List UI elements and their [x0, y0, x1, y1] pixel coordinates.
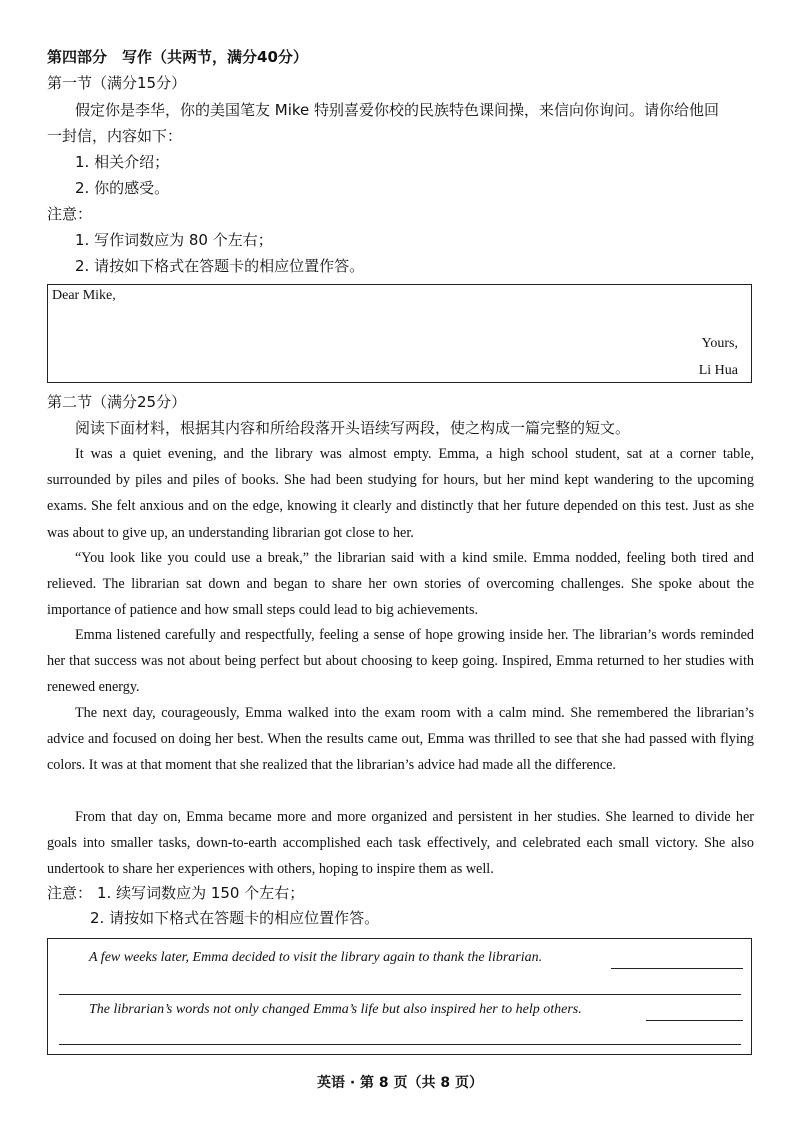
answer-blank-1[interactable] — [611, 968, 743, 969]
story-paragraph-1: It was a quiet evening, and the library was almost empty. Emma, a high school student, sat at a corner table, surrounded by piles and piles of books. She had been studying for hours, but her mind kept wandering to the upcoming exams. She felt anxious and on the edge, knowing it clearly and distinctly that her future depended on this test. Just as she was about to give up, an understanding librarian got close to her. — [47, 446, 754, 541]
story-paragraph-4: The next day, courageously, Emma walked into the exam room with a calm mind. She remembered the librarian’s advice and focused on doing her best. When the results came out, Emma was thrilled to see that she had passed with flying colors. It was at that moment that she realized that the librarian’s advice had made all the difference. — [47, 705, 754, 774]
section1-instruction-line2: 一封信，内容如下： — [47, 127, 183, 145]
page-footer: 英语 · 第 8 页（共 8 页） — [316, 1075, 484, 1091]
section1-instruction-line1: 假定你是李华，你的美国笔友 Mike 特别喜爱你校的民族特色课间操，来信向你询问。请你给他回 — [75, 101, 720, 119]
letter-answer-box — [47, 284, 752, 383]
continuation-prompt-2: The librarian’s words not only changed Emma’s life but also inspired her to help others. — [89, 1002, 582, 1017]
continuation-answer-box — [47, 938, 752, 1055]
section2-instruction: 阅读下面材料，根据其内容和所给段落开头语续写两段，使之构成一篇完整的短文。 — [75, 419, 631, 437]
content-point-1: 1. 相关介绍； — [75, 153, 170, 171]
section2-title: 第二节（满分25分） — [47, 393, 187, 411]
letter-closing: Yours, — [701, 336, 738, 351]
section2-notes-label: 注意： — [47, 884, 93, 902]
answer-line-1[interactable] — [59, 994, 741, 995]
letter-signature: Li Hua — [698, 363, 738, 378]
story-paragraph-5: From that day on, Emma became more and more organized and persistent in her studies. She learned to divide her goals into smaller tasks, down-to-earth accomplished each task effectively, and celebrated each small victory. She also undertook to share her experiences with others, hoping to inspire them as well. — [47, 809, 754, 878]
section1-title: 第一节（满分15分） — [47, 74, 187, 92]
section1-note-1: 1. 写作词数应为 80 个左右； — [75, 231, 273, 249]
section1-notes-label: 注意： — [47, 205, 93, 223]
section1-note-2: 2. 请按如下格式在答题卡的相应位置作答。 — [75, 257, 365, 275]
answer-blank-2[interactable] — [646, 1020, 743, 1021]
content-point-2: 2. 你的感受。 — [75, 179, 170, 197]
letter-salutation: Dear Mike, — [52, 288, 116, 303]
story-paragraph-3: Emma listened carefully and respectfully, feeling a sense of hope growing inside her. The librarian’s words reminded her that success was not about being perfect but about choosing to keep going. Inspired, Emma returned to her studies with renewed energy. — [47, 627, 754, 696]
answer-line-2[interactable] — [59, 1044, 741, 1045]
section2-note-1: 1. 续写词数应为 150 个左右； — [97, 884, 305, 902]
part-title: 第四部分 写作（共两节，满分40分） — [47, 48, 308, 66]
section2-note-2: 2. 请按如下格式在答题卡的相应位置作答。 — [90, 909, 380, 927]
story-paragraph-2: “You look like you could use a break,” the librarian said with a kind smile. Emma nodded, feeling both tired and relieved. The librarian sat down and began to share her own stories of overcoming challenges. She spoke about the importance of patience and how small steps could lead to big achievements. — [47, 550, 754, 619]
continuation-prompt-1: A few weeks later, Emma decided to visit the library again to thank the librarian. — [89, 950, 543, 965]
